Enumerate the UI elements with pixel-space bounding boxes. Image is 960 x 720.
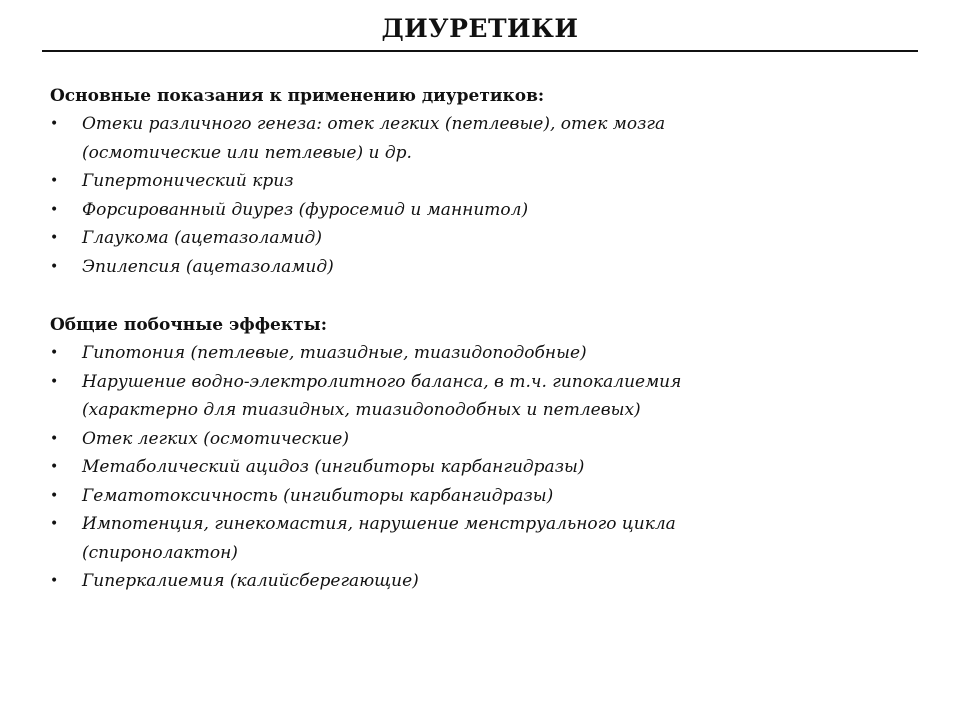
- list-item: • Нарушение водно-электролитного баланса, в т.ч. гипокалиемия (характерно для тиазидных, тиазидоподобных и петлевых): [50, 368, 910, 425]
- bullet-icon: •: [50, 230, 59, 246]
- list-item: • Гематотоксичность (ингибиторы карбангидразы): [50, 482, 910, 511]
- bullet-icon: •: [50, 258, 59, 275]
- side-effects-section: [50, 311, 910, 596]
- bullet-icon: •: [50, 430, 59, 447]
- bullet-icon: •: [50, 345, 59, 361]
- bullet-icon: •: [50, 487, 59, 504]
- bullet-icon: •: [50, 516, 59, 532]
- list-item: • Отек легких (осмотические): [50, 425, 910, 454]
- bullet-icon: •: [50, 573, 59, 589]
- section-heading-side-effects: Общие побочные эффекты:: [50, 315, 327, 335]
- list-item: • Гипертонический криз: [50, 167, 910, 196]
- list-item: • Отеки различного генеза: отек легких (петлевые), отек мозга (осмотические или петлевые) и др.: [50, 110, 910, 167]
- indications-section: [50, 82, 910, 281]
- page-title: ДИУРЕТИКИ: [381, 14, 579, 43]
- list-item: • Импотенция, гинекомастия, нарушение менструального цикла (спиронолактон): [50, 510, 910, 567]
- indications-list: [50, 110, 910, 281]
- bullet-icon: •: [50, 116, 59, 132]
- bullet-icon: •: [50, 201, 59, 218]
- bullet-icon: •: [50, 459, 59, 475]
- list-item: • Гипотония (петлевые, тиазидные, тиазидоподобные): [50, 339, 910, 368]
- slide-content: [50, 82, 910, 596]
- bullet-icon: •: [50, 173, 59, 189]
- list-item: • Форсированный диурез (фуросемид и маннитол): [50, 196, 910, 225]
- side-effects-list: [50, 339, 910, 596]
- list-item: • Глаукома (ацетазоламид): [50, 224, 910, 253]
- bullet-icon: •: [50, 373, 59, 390]
- section-spacer: [50, 281, 910, 311]
- section-heading-indications: Основные показания к применению диуретиков:: [50, 86, 545, 106]
- list-item: • Эпилепсия (ацетазоламид): [50, 253, 910, 282]
- title-divider: [42, 50, 918, 52]
- list-item: • Метаболический ацидоз (ингибиторы карбангидразы): [50, 453, 910, 482]
- list-item: • Гиперкалиемия (калийсберегающие): [50, 567, 910, 596]
